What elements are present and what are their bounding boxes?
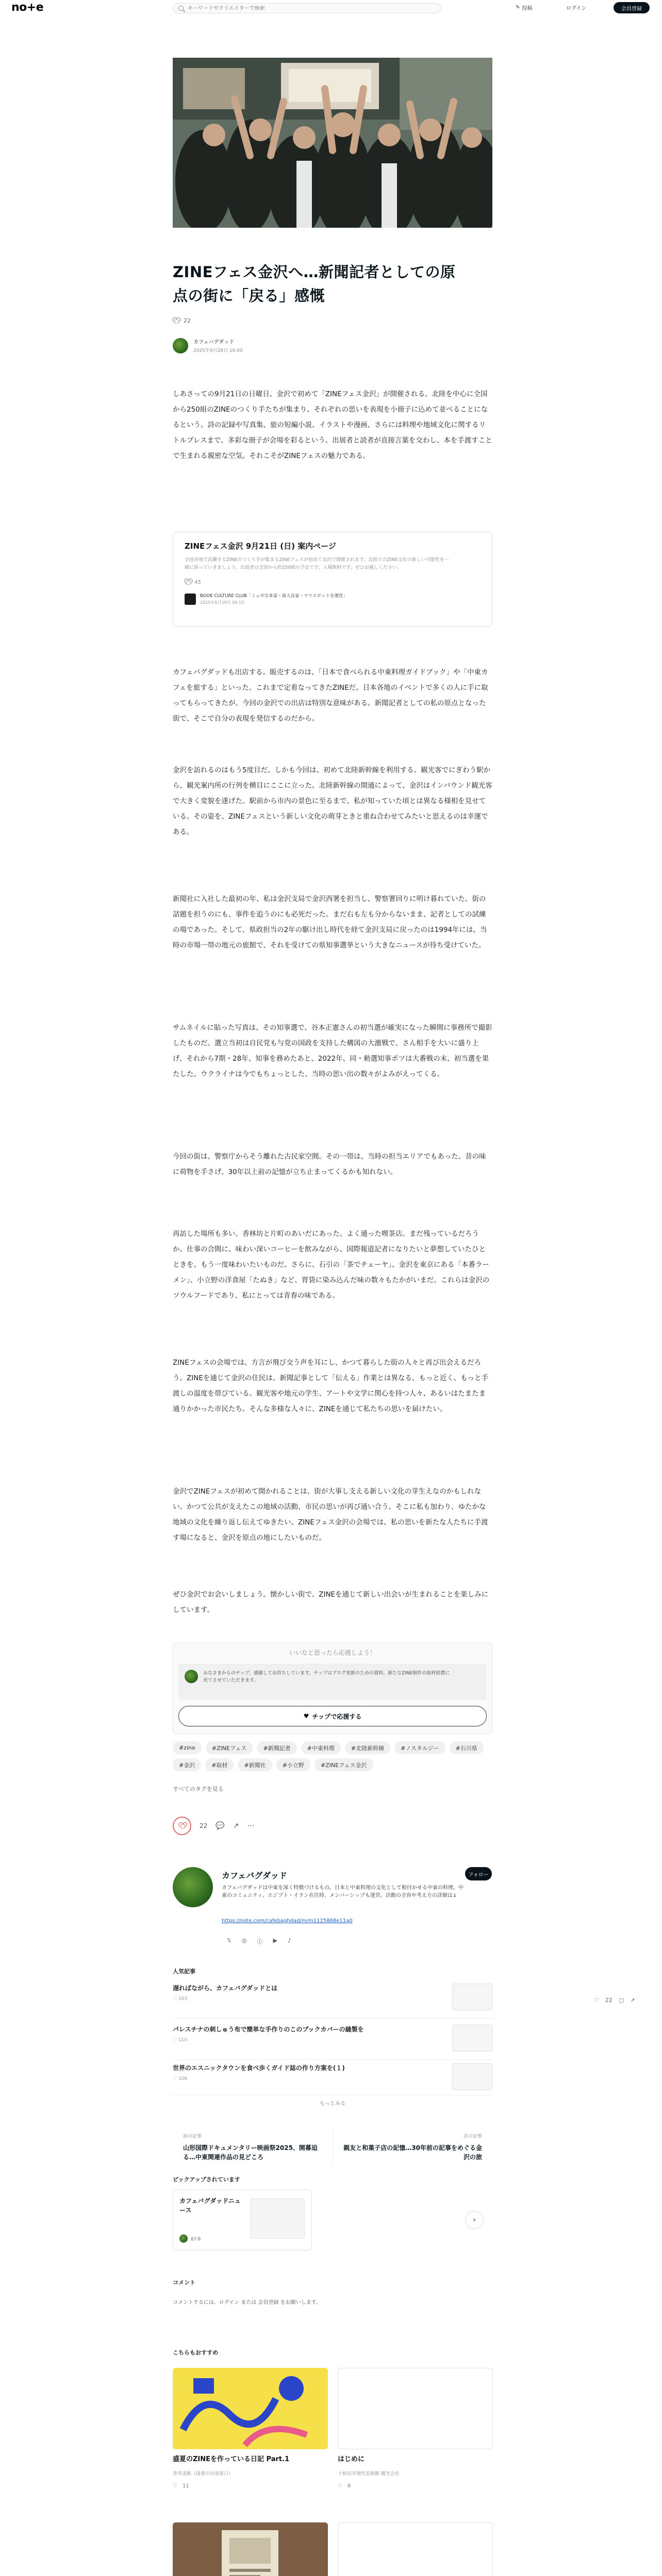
social-links <box>227 1937 291 1945</box>
heart-icon: ♡ <box>173 2038 178 2043</box>
article-paragraph: 金沢を訪れるのはもう5度目だ。しかも今回は、初めて北陸新幹線を利用する。観光客でにぎわう駅から、観光案内所の行列を横目にここに立った。北陸新幹線の開通によって、金沢はインバウンド観光客で大きく変貌を遂げた。駅前から市内の景色に至るまで、私が知っていた頃とは異なる様相を見せている。その姿を、ZINEフェスという新しい文化の萌芽ときと重ね合わせてみたいと思えるのは幸運である。 <box>173 766 492 836</box>
pickup-heading: ピックアップされています <box>173 2176 240 2183</box>
author-name[interactable]: カフェバグダッド <box>193 340 235 345</box>
rec-title[interactable]: はじめに <box>338 2455 365 2463</box>
follow-button[interactable]: フォロー <box>465 1867 492 1880</box>
youtube-icon[interactable]: ▶ <box>273 1937 277 1944</box>
article-paragraph: 新聞社に入社した最初の年、私は金沢支局で金沢西署を担当し、警察署回りに明け暮れていた。街の話題を担うのにも、事件を追うのにも必死だった。まだ右も左も分からないまま、記者としての試練の場であった。そして、県政担当の2年の駆け出し時代を経て金沢支局に戻ったのは1994年には、当時の市場一帯の地元の旅館で、それを受けての県知事選挙という大きなニュースが待ち受けていた。 <box>173 895 487 950</box>
floating-action-bar <box>594 1997 635 2004</box>
article-author[interactable] <box>173 337 492 353</box>
instagram-icon[interactable]: ◎ <box>241 1937 247 1944</box>
more-icon[interactable]: ⋯ <box>247 1822 255 1830</box>
tag[interactable]: #ZINEフェス <box>206 1741 253 1754</box>
tag[interactable]: #金沢 <box>173 1758 201 1771</box>
post-button[interactable]: ✎ 投稿 <box>516 5 533 11</box>
tip-icon: ♥ <box>303 1713 309 1720</box>
heart-icon <box>179 1823 186 1829</box>
pen-icon: ✎ <box>516 5 520 10</box>
heart-icon <box>173 318 179 324</box>
embed-like-count: 45 <box>185 579 481 585</box>
see-more-link[interactable]: もっとみる <box>320 2101 345 2107</box>
embedded-link-card[interactable] <box>173 532 492 627</box>
prev-article-link[interactable]: 前の記事 山形国際ドキュメンタリー映画祭2025、開幕迫る…中東関連作品の見どころ <box>173 2128 333 2164</box>
tag[interactable]: #取材 <box>205 1758 234 1771</box>
comment-login-prompt[interactable]: コメントするには、ログイン または 会員登録 をお願いします。 <box>173 2300 321 2306</box>
heart-icon: ♡ <box>173 2483 177 2489</box>
search-input[interactable] <box>188 6 425 11</box>
tag[interactable]: #石川県 <box>450 1741 484 1754</box>
tag[interactable]: #北陸新幹線 <box>345 1741 390 1754</box>
search-bar[interactable] <box>173 3 441 13</box>
like-count: 22 <box>200 1822 208 1829</box>
tag[interactable]: #新聞記者 <box>257 1741 296 1754</box>
tip-button[interactable]: ♥ チップで応援する <box>178 1706 487 1726</box>
author-card-name[interactable]: カフェバグダッド <box>222 1871 287 1880</box>
facebook-icon[interactable]: ⓕ <box>257 1938 263 1945</box>
tiktok-icon[interactable]: ♪ <box>287 1937 291 1944</box>
heart-icon: ♡ <box>173 2076 178 2081</box>
tag[interactable]: #新聞社 <box>238 1758 272 1771</box>
prev-next-nav <box>173 2128 492 2164</box>
hero-photo <box>173 58 492 228</box>
embed-source: BOOK CULTURE CLUB「ミュゼ宗本家・南人良家・マリスポットを運営」 2025年6月29日 09:10 <box>185 592 481 605</box>
article-title: ZINEフェス金沢へ…新聞記者としての原 点の街に「戻る」感慨 <box>173 263 456 304</box>
magazine-card[interactable]: カフェバグダッドニュース 87本 <box>173 2190 312 2250</box>
source-logo <box>185 594 196 605</box>
site-header <box>0 0 662 16</box>
article-paragraph: 今回の街は、警察庁からそう離れた古民家空間。その一帯は、当時の担当エリアでもあった。昔の味に荷物を手さげ、30年以上前の記憶が立ち止まってくるかも知れない。 <box>173 1153 486 1176</box>
rec-thumbnail[interactable] <box>338 2522 493 2576</box>
author-card-avatar[interactable] <box>173 1867 213 1907</box>
all-tags-link[interactable]: すべてのタグを見る <box>173 1786 224 1792</box>
popular-item[interactable]: 世界のエスニックタウンを食べ歩くガイド誌の作り方案を(１) ♡ 106 <box>173 2063 492 2095</box>
comment-icon[interactable]: ▢ <box>618 1997 624 2004</box>
comment-icon[interactable]: 💬 <box>216 1822 225 1830</box>
article-paragraph: 金沢でZINEフェスが初めて開かれることは、街が大事し支える新しい文化の芽生えなのかもしれない。かつて公共が支えたこの地域の活動、市民の思いが再び通い合う。そこに私も加わり、ゆたかな地域の文化を繰り返し伝えてゆきたい。ZINEフェス金沢の会場では、私の思いを新たな人たちに手渡す場になると、金沢を原点の地にしたいものだ。 <box>173 1487 488 1542</box>
article-paragraph: サムネイルに貼った写真は、その知事選で、谷本正憲さんの初当選が確実になった瞬間に事務所で撮影したものだ。選立当初は自民党も与党の国政を支持した構図の大激戦で、さん相手を大いに盛り上げ、それから7期・28年、知事を務めたあと、2022年、同・勅選知事ポツは大番戦の末、初当選を果たした。ウクライナは今でもちょっとした、当時の思い出の数々がよみがえってくる。 <box>173 1024 492 1078</box>
popular-thumbnail <box>452 2063 492 2090</box>
rec-author[interactable]: 十和田市現代美術館 観光会社 <box>338 2471 400 2477</box>
support-box <box>173 1642 492 1734</box>
popular-thumbnail <box>452 2025 492 2052</box>
like-count: 22 <box>605 1997 613 2004</box>
publish-date: 2025年9月28日 16:00 <box>193 348 243 353</box>
embed-description: 全国各地で活躍するZINEのつくり手が集まるZINEフェスが初めて金沢で開催されます。北陸でのZINE文化の新しい可能性を一緒に探っていきましょう。出展者は全国から約250組の予定です。入場無料です。ぜひお越しください。 <box>185 557 449 570</box>
author-link[interactable]: https://note.com/cafebaghdad/m/m1125868e11a0 <box>222 1918 353 1924</box>
article-paragraph: カフェバグダッドも出店する。販売するのは、「日本で食べられる中東料理ガイドブック」や「中東カフェを旅する」といった、これまで定着なってきたZINEだ。日本各地のイベントで多くの人に手に取ってもらってきたが、今回の金沢での出店は特別な意味がある。新聞記者としての私の原点となった街で、そこで自分の表現を発信するのだから。 <box>173 668 488 723</box>
tag[interactable]: #ノスタルジー <box>394 1741 445 1754</box>
tag[interactable]: #中東料理 <box>301 1741 341 1754</box>
heart-icon[interactable]: ♡ <box>594 1997 599 2004</box>
rec-title[interactable]: 盛夏のZINEを作っている日記 Part.1 <box>173 2455 290 2463</box>
rec-stats: ♡ 11 <box>173 2483 189 2489</box>
search-icon <box>178 6 184 11</box>
like-button[interactable] <box>173 1817 191 1835</box>
recommended-heading: こちらもおすすめ <box>173 2349 219 2356</box>
rec-author[interactable]: 香寿美帆（図書の出張窓口） <box>173 2471 234 2477</box>
share-icon[interactable]: ↗ <box>233 1822 239 1830</box>
magazine-thumbnail <box>251 2198 305 2239</box>
avatar <box>179 2234 188 2243</box>
popular-item[interactable]: パレスチナの刺しゅう布で簡単な手作りのこのブックカバーの縫製を ♡ 110 <box>173 2025 492 2060</box>
author-bio: カフェバグダッドは中東を深く特徴づけるもの。日本と中東料理の文化として根付かせる中東の料理。中東のコミュニティ、エジプト・イラン在住時、メンバーシップも運営。活動の全容や考え方の詳細は↓ <box>222 1885 464 1899</box>
comment-heading: コメント <box>173 2279 195 2286</box>
comment-section <box>173 2278 492 2306</box>
article-paragraph: しあさっての9月21日の日曜日、金沢で初めて「ZINEフェス金沢」が開催される。北陸を中心に全国から250組のZINEのつくり手たちが集まり、それぞれの思いを表現を小冊子に込めて並べることになるという。詩の記録や写真集、旅の短編小説、イラストや漫画、さらには料理や地域文化に関するリトルプレスまで、多彩な冊子が会場を彩るという。出展者と読者が直接言葉を交わし、本を手渡すことで生まれる親密な空気。それこそがZINEフェスの魅力である。 <box>173 390 492 460</box>
x-icon[interactable]: 𝕏 <box>227 1937 231 1944</box>
popular-heading: 人気記事 <box>173 1968 195 1975</box>
rec-stats: ♡ 6 <box>338 2483 351 2489</box>
note-logo[interactable]: no+e <box>11 1 44 14</box>
article-paragraph: ZINEフェスの会場では、方言が飛び交う声を耳にし、かつて暮らした街の人々と再び出会えるだろう。ZINEを通じて金沢の住民は、新聞記事として「伝える」作業とは異なる、もっと近く、もっと手渡しの温度を帯びている。観光客や地元の学生、アートや文学に関心を持つ人々、あるいはたまたま通りかかった市民たち。そんな多様な人々に、ZINEを通じて私たちの思いを届けたい。 <box>173 1359 489 1413</box>
popular-thumbnail <box>452 1984 492 2010</box>
next-article-link[interactable]: 次の記事 親友と和菓子店の記憶…30年前の記事をめぐる金沢の旅 <box>343 2134 482 2161</box>
avatar[interactable] <box>173 338 188 353</box>
tag-list <box>173 1741 492 1771</box>
tag[interactable]: #小立野 <box>276 1758 310 1771</box>
support-heading: いいなと思ったら応援しよう！ <box>289 1649 376 1656</box>
signup-button[interactable]: 会員登録 <box>614 2 650 13</box>
reaction-bar <box>173 1817 254 1835</box>
login-button[interactable]: ログイン <box>566 6 587 11</box>
rec-thumbnail[interactable] <box>173 2522 328 2576</box>
heart-icon: ♡ <box>173 1996 178 2002</box>
article-like-count[interactable]: 22 <box>173 317 492 324</box>
article-paragraph: 再訪した場所も多い。香林坊と片町のあいだにあった、よく通った喫茶店。まだ残っているだろうか。仕事の合間に、味わい深いコーヒーを飲みながら、国際報道記者になりたいと夢想していたひとときを、もう一度味わいたいものだ。さらに、石引の「茶でチェーヤ」、金沢を東京にある「本番ラーメン」、小立野の洋食屋「たぬき」など、胃袋に染み込んだ味の数々もたかがいまだ。これらは金沢のソウルフードであり、私にとっては青春の味である。 <box>173 1230 490 1300</box>
support-message: みなさまからのチップ、感謝してお待ちしています。チップはブログ更新のための資料、新たなZINE制作の取材経費に充てさせていただきます。 <box>178 1664 487 1700</box>
tag[interactable]: #zine <box>173 1741 202 1754</box>
rec-thumbnail[interactable] <box>173 2368 328 2449</box>
heart-icon <box>185 579 191 585</box>
article-paragraph: ぜひ金沢でお会いしましょう。懐かしい街で、ZINEを通じて新しい出会いが生まれることを楽しみにしています。 <box>173 1590 489 1614</box>
popular-item[interactable]: 遅ればながら、カフェバグダッドとは ♡ 163 <box>173 1984 492 2019</box>
heart-icon: ♡ <box>338 2483 342 2489</box>
election-photo <box>173 58 492 228</box>
rec-thumbnail[interactable] <box>338 2368 493 2449</box>
avatar <box>185 1670 198 1683</box>
embed-title: ZINEフェス金沢 9月21日 (日) 案内ページ <box>185 541 336 551</box>
tag[interactable]: #ZINEフェス金沢 <box>315 1758 373 1771</box>
share-icon[interactable]: ↗ <box>630 1997 635 2004</box>
carousel-next-button[interactable]: › <box>465 2211 484 2229</box>
